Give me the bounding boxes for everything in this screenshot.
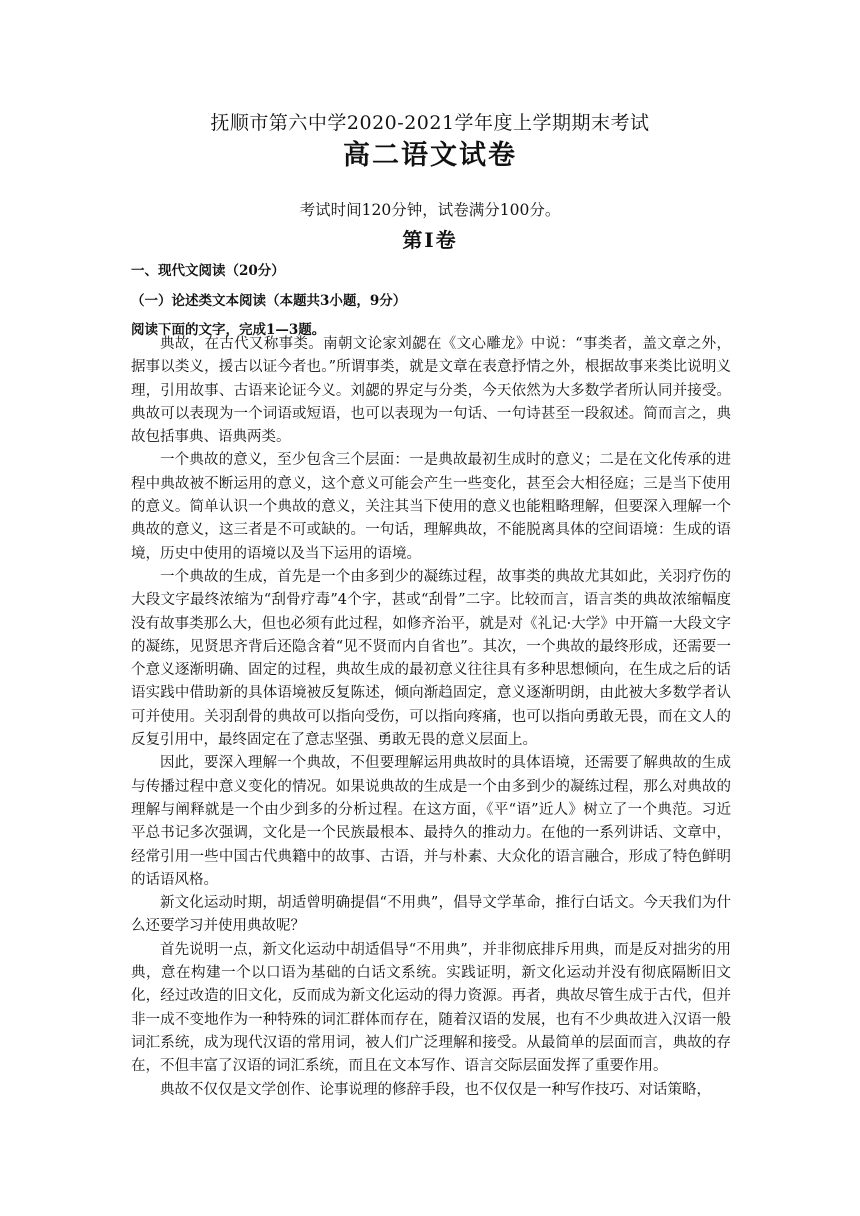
passage-paragraph: 一个典故的意义，至少包含三个层面：一是典故最初生成时的意义；二是在文化传承的进程中典故被不断运用的意义，这个意义可能会产生一些变化，甚至会大相径庭；三是当下使用的意义。简单认识一个典故的意义，关注其当下使用的意义也能粗略理解，但要深入理解一个典故的意义，这三者是不可或缺的。一句话，理解典故，不能脱离具体的空间语境：生成的语境，历史中使用的语境以及当下运用的语境。 [131,452,731,562]
passage-paragraph: 一个典故的生成，首先是一个由多到少的凝练过程，故事类的典故尤其如此，关羽疗伤的大段文字最终浓缩为“刮骨疗毒”4个字，甚或“刮骨”二字。比较而言，语言类的典故浓缩幅度没有故事类那么大，但也必须有此过程，如修齐治平，就是对《礼记·大学》中开篇一大段文字的凝练，见贤思齐背后还隐含着“见不贤而内自省也”。其次，一个典故的最终形成，还需要一个意义逐渐明确、固定的过程，典故生成的最初意义往往具有多种思想倾向，在生成之后的话语实践中借助新的具体语境被反复陈述，倾向渐趋固定，意义逐渐明朗，由此被大多数学者认可并使用。关羽刮骨的典故可以指向受伤，可以指向疼痛，也可以指向勇敢无畏，而在文人的反复引用中，最终固定在了意志坚强、勇敢无畏的意义层面上。 [131,568,731,749]
section-heading: 一、现代文阅读（20分） [131,263,285,279]
passage-paragraph: 典故，在古代又称事类。南朝文论家刘勰在《文心雕龙》中说：“事类者，盖文章之外，据事以类义，援古以证今者也。”所谓事类，就是文章在表意抒情之外，根据故事来类比说明义理，引用故事、古语来论证今义。刘勰的界定与分类，今天依然为大多数学者所认同并接受。典故可以表现为一个词语或短语，也可以表现为一句话、一句诗甚至一段叙述。简而言之，典故包括事典、语典两类。 [131,336,731,446]
school-exam-line: 抚顺市第六中学2020-2021学年度上学期期末考试 [210,112,650,134]
paper-title: 高二语文试卷 [343,140,517,171]
passage-paragraph: 首先说明一点，新文化运动中胡适倡导“不用典”，并非彻底排斥用典，而是反对拙劣的用典，意在构建一个以口语为基础的白话文系统。实践证明，新文化运动并没有彻底隔断旧文化，经过改造的旧文化，反而成为新文化运动的得力资源。再者，典故尽管生成于古代，但并非一成不变地作为一种特殊的词汇群体而存在，随着汉语的发展，也有不少典故进入汉语一般词汇系统，成为现代汉语的常用词，被人们广泛理解和接受。从最简单的层面而言，典故的存在，不但丰富了汉语的词汇系统，而且在文本写作、语言交际层面发挥了重要作用。 [131,941,731,1075]
passage-paragraph: 因此，要深入理解一个典故，不但要理解运用典故时的具体语境，还需要了解典故的生成与传播过程中意义变化的情况。如果说典故的生成是一个由多到少的凝练过程，那么对典故的理解与阐释就是一个由少到多的分析过程。在这方面，《平“语”近人》树立了一个典范。习近平总书记多次强调，文化是一个民族最根本、最持久的推动力。在他的一系列讲话、文章中，经常引用一些中国古代典籍中的故事、古语，并与朴素、大众化的语言融合，形成了特色鲜明的话语风格。 [131,755,731,888]
passage-paragraph: 典故不仅仅是文学创作、论事说理的修辞手段，也不仅仅是一种写作技巧、对话策略， [160,1081,711,1098]
volume-heading: 第Ⅰ卷 [402,228,458,252]
passage-paragraph: 新文化运动时期，胡适曾明确提倡“不用典”，倡导文学革命，推行白话文。今天我们为什么还要学习并使用典故呢？ [131,895,731,935]
subsection-heading: （一）论述类文本阅读（本题共3小题，9分） [131,293,407,309]
reading-passage [131,333,731,1102]
reading-instruction: 阅读下面的文字，完成1—3题。 [131,322,326,338]
exam-info: 考试时间120分钟，试卷满分100分。 [299,201,561,219]
